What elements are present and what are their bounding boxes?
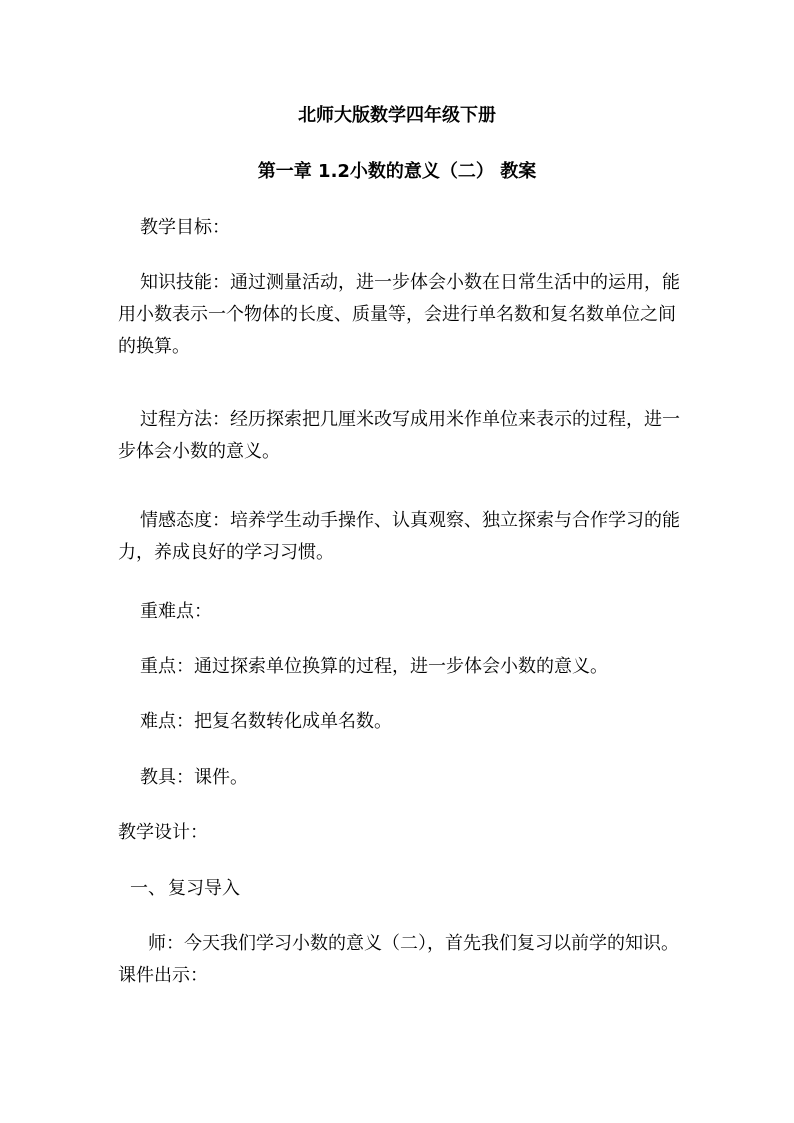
document-subtitle: 第一章 1.2小数的意义（二） 教案 bbox=[257, 161, 537, 182]
teacher-line: 师：今天我们学习小数的意义（二），首先我们复习以前学的知识。课件出示： bbox=[118, 933, 679, 986]
design-heading: 教学设计： bbox=[118, 822, 208, 843]
key-points-heading: 重难点： bbox=[140, 601, 212, 622]
teaching-tools: 教具：课件。 bbox=[140, 767, 248, 788]
objectives-heading: 教学目标： bbox=[140, 217, 230, 238]
difficult-point: 难点：把复名数转化成单名数。 bbox=[140, 711, 392, 732]
section-title: 复习导入 bbox=[168, 878, 240, 899]
section-number: 一、 bbox=[130, 878, 166, 899]
objective-emotion: 情感态度：培养学生动手操作、认真观察、独立探索与合作学习的能力，养成良好的学习习惯。 bbox=[118, 510, 680, 563]
document-title: 北师大版数学四年级下册 bbox=[298, 105, 496, 126]
objective-knowledge: 知识技能：通过测量活动，进一步体会小数在日常生活中的运用，能用小数表示一个物体的长度、质量等，会进行单名数和复名数单位之间的换算。 bbox=[118, 272, 680, 357]
objective-process: 过程方法：经历探索把几厘米改写成用米作单位来表示的过程，进一步体会小数的意义。 bbox=[118, 409, 680, 462]
key-point: 重点：通过探索单位换算的过程，进一步体会小数的意义。 bbox=[140, 656, 608, 677]
section-heading bbox=[118, 873, 688, 905]
